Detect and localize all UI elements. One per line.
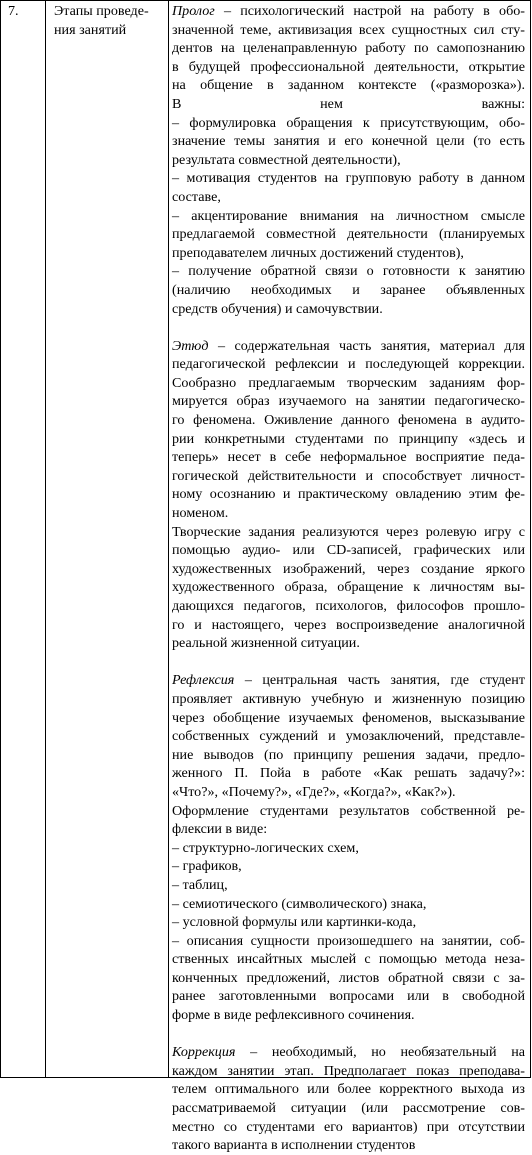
content-line: рассматриваемой ситуации (или рассмотрение сов- — [172, 1100, 525, 1117]
content-line: (наличию необходимых и заранее объявленных — [172, 281, 525, 298]
content-line — [172, 1043, 525, 1062]
section-2 — [172, 337, 525, 653]
content-line: Оформление студентами результатов собственной ре- — [172, 802, 525, 819]
content-line: дающихся педагогов, психологов, философов прошло- — [172, 598, 525, 614]
column-divider-1 — [45, 0, 46, 1078]
content-line: го феномена. Оживление данного феномена в аудито- — [172, 412, 525, 429]
section-text: – центральная часть занятия, где студент — [234, 672, 525, 689]
stage-label — [54, 2, 164, 39]
content-line: – графиков, — [172, 858, 242, 875]
content-line: местно со студентами его вариантов) при отсутствии — [172, 1118, 525, 1135]
content-line: на общение в заданном контексте («разморозка»). — [172, 77, 525, 94]
content-line — [172, 337, 525, 356]
stage-description — [172, 2, 525, 1155]
content-line — [172, 671, 525, 690]
content-line: значенной теме, активизация всех сущностных сил сту- — [172, 21, 525, 38]
content-line: мируется образ изучаемого на занятии педагогическо- — [172, 393, 525, 410]
content-line: – таблиц, — [172, 876, 228, 893]
section-1 — [172, 2, 525, 318]
section-4 — [172, 1043, 525, 1155]
stage-label-line: ния занятий — [54, 21, 127, 38]
content-line: результата совместной деятельности), — [172, 151, 401, 168]
content-line: ному осознанию и практическому овладению этим фе- — [172, 486, 525, 503]
content-line: в будущей профессиональной деятельности, открытие — [172, 58, 525, 75]
content-line: составе, — [172, 188, 221, 205]
content-line: рии конкретными студентами по принципу «здесь и — [172, 430, 525, 447]
content-line: теперь» несет в себе неформальное восприятие педа- — [172, 449, 525, 466]
content-line: преподавателем личных достижений студентов), — [172, 244, 464, 261]
content-line: Творческие задания реализуются через ролевую игру с — [172, 523, 525, 540]
content-line: – формулировка обращения к присутствующим, обо- — [172, 114, 525, 131]
content-line: художественного образа, обращение к личностям вы- — [172, 579, 525, 596]
column-divider-2 — [168, 0, 169, 1078]
content-line: ранее заготовленными вопросами или в свободной — [172, 988, 525, 1005]
section-term: Рефлексия — [172, 672, 235, 689]
content-line: – мотивация студентов на групповую работу в данном — [172, 170, 525, 187]
content-line: женного П. Пойа в работе «Как решать задачу?»: — [172, 765, 525, 782]
content-line: ние выводов (по принципу решения задачи, предло- — [172, 746, 525, 763]
content-line: проявляет активную учебную и жизненную позицию — [172, 690, 525, 707]
content-line: – описания сущности произошедшего на занятии, соб- — [172, 932, 525, 949]
section-text: – психологический настрой на работу в обо- — [214, 3, 525, 19]
section-text: – содержательная часть занятия, материал для — [208, 337, 525, 354]
content-line: – условной формулы или картинки-кода, — [172, 914, 417, 931]
section-3 — [172, 671, 525, 1024]
content-line: значение темы занятия и его конечной цели (то есть — [172, 133, 525, 150]
section-term: Коррекция — [172, 1044, 236, 1061]
content-line: форме в виде рефлексивного сочинения. — [172, 1007, 415, 1024]
content-line: помощью аудио- или CD-записей, графических или — [172, 542, 525, 559]
content-line: средств обучения) и самочувствии. — [172, 300, 383, 317]
content-line: Сообразно предлагаемым творческим заданиям фор- — [172, 374, 525, 391]
section-gap — [172, 1025, 525, 1044]
stage-label-line: Этапы проведе- — [54, 3, 149, 19]
content-line: такого варианта в исполнении студентов — [172, 1137, 416, 1154]
content-line: – структурно-логических схем, — [172, 839, 359, 856]
content-line: конченных предложений, листов обратной связи с за- — [172, 969, 525, 986]
section-term: Пролог — [172, 3, 215, 19]
content-line — [172, 2, 525, 21]
content-line: – получение обратной связи о готовности к занятию — [172, 263, 525, 280]
content-line: – семиотического (символического) знака, — [172, 895, 427, 912]
content-line: – акцентирование внимания на личностном смысле — [172, 207, 525, 224]
content-line: гогической действительности и способствует личност- — [172, 467, 525, 484]
section-text: – необходимый, но необязательный на — [235, 1044, 525, 1061]
content-line: ственных инсайтных мыслей с помощью метода неза- — [172, 951, 525, 968]
content-line: реальной жизненной ситуации. — [172, 635, 360, 652]
content-line: «Что?», «Почему?», «Где?», «Когда?», «Как?»). — [172, 783, 456, 800]
content-line: В нем важны: — [172, 95, 525, 112]
content-line: собственных суждений и умозаключений, представле- — [172, 728, 525, 745]
content-line: предлагаемой совместной деятельности (планируемых — [172, 226, 525, 243]
content-line: художественных изображений, через создание яркого — [172, 560, 525, 577]
section-term: Этюд — [172, 337, 209, 354]
row-number: 7. — [8, 3, 19, 19]
content-line: через обобщение изучаемых феноменов, высказывание — [172, 709, 525, 726]
section-gap — [172, 318, 525, 337]
content-line: дентов на целенаправленную работу по самопознанию — [172, 40, 525, 57]
content-line: телем оптимального или более корректного выхода из — [172, 1081, 525, 1098]
content-line: флексии в виде: — [172, 821, 268, 838]
content-line: каждом занятии этап. Предполагает показ преподава- — [172, 1062, 525, 1079]
content-line: номеном. — [172, 505, 229, 522]
section-gap — [172, 653, 525, 672]
content-line: го и настоящего, через воспроизведение аналогичной — [172, 616, 525, 633]
content-line: педагогической рефлексии и последующей коррекции. — [172, 356, 525, 373]
